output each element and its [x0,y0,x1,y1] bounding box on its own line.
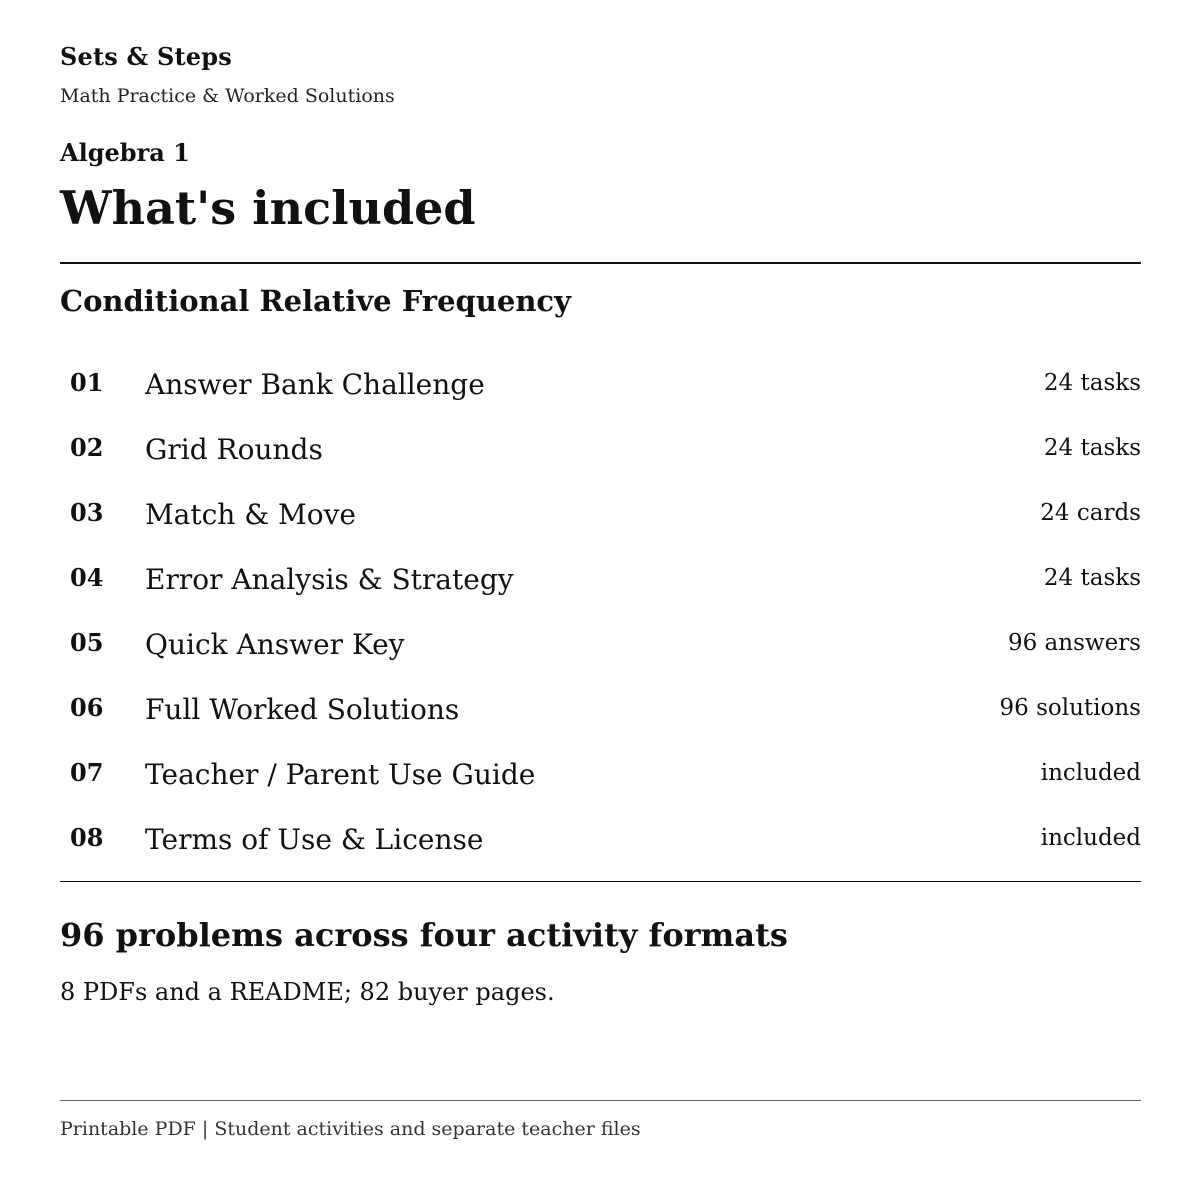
item-count: included [1040,760,1141,786]
list-item [60,677,1141,742]
item-count: 96 solutions [999,695,1141,721]
topic-heading: Conditional Relative Frequency [60,284,571,318]
item-name: Terms of Use & License [145,823,484,856]
item-number: 04 [70,563,104,592]
item-name: Grid Rounds [145,433,323,466]
item-name: Full Worked Solutions [145,693,460,726]
course-label: Algebra 1 [60,138,190,167]
list-item [60,417,1141,482]
item-number: 02 [70,433,104,462]
list-item [60,352,1141,417]
item-name: Teacher / Parent Use Guide [145,758,536,791]
item-number: 08 [70,823,104,852]
footer-text: Printable PDF | Student activities and separate teacher files [60,1118,641,1140]
item-number: 05 [70,628,104,657]
item-count: 24 tasks [1043,565,1141,591]
title-divider [60,262,1141,264]
contents-list [60,352,1141,872]
item-count: 24 tasks [1043,435,1141,461]
list-item [60,482,1141,547]
item-number: 07 [70,758,104,787]
footer-divider [60,1100,1141,1101]
product-page [60,0,1141,1200]
brand-name: Sets & Steps [60,42,232,71]
list-item [60,547,1141,612]
summary-text: 8 PDFs and a README; 82 buyer pages. [60,978,555,1006]
item-number: 01 [70,368,104,397]
list-item [60,612,1141,677]
item-count: 96 answers [1007,630,1141,656]
item-name: Error Analysis & Strategy [145,563,514,596]
item-name: Match & Move [145,498,356,531]
summary-heading: 96 problems across four activity formats [60,916,788,954]
list-item [60,742,1141,807]
item-name: Quick Answer Key [145,628,405,661]
page-title: What's included [60,181,476,235]
item-number: 06 [70,693,104,722]
item-count: included [1040,825,1141,851]
item-count: 24 tasks [1043,370,1141,396]
list-item [60,807,1141,872]
item-number: 03 [70,498,104,527]
brand-tagline: Math Practice & Worked Solutions [60,85,395,107]
list-divider [60,881,1141,882]
item-count: 24 cards [1040,500,1141,526]
item-name: Answer Bank Challenge [145,368,485,401]
